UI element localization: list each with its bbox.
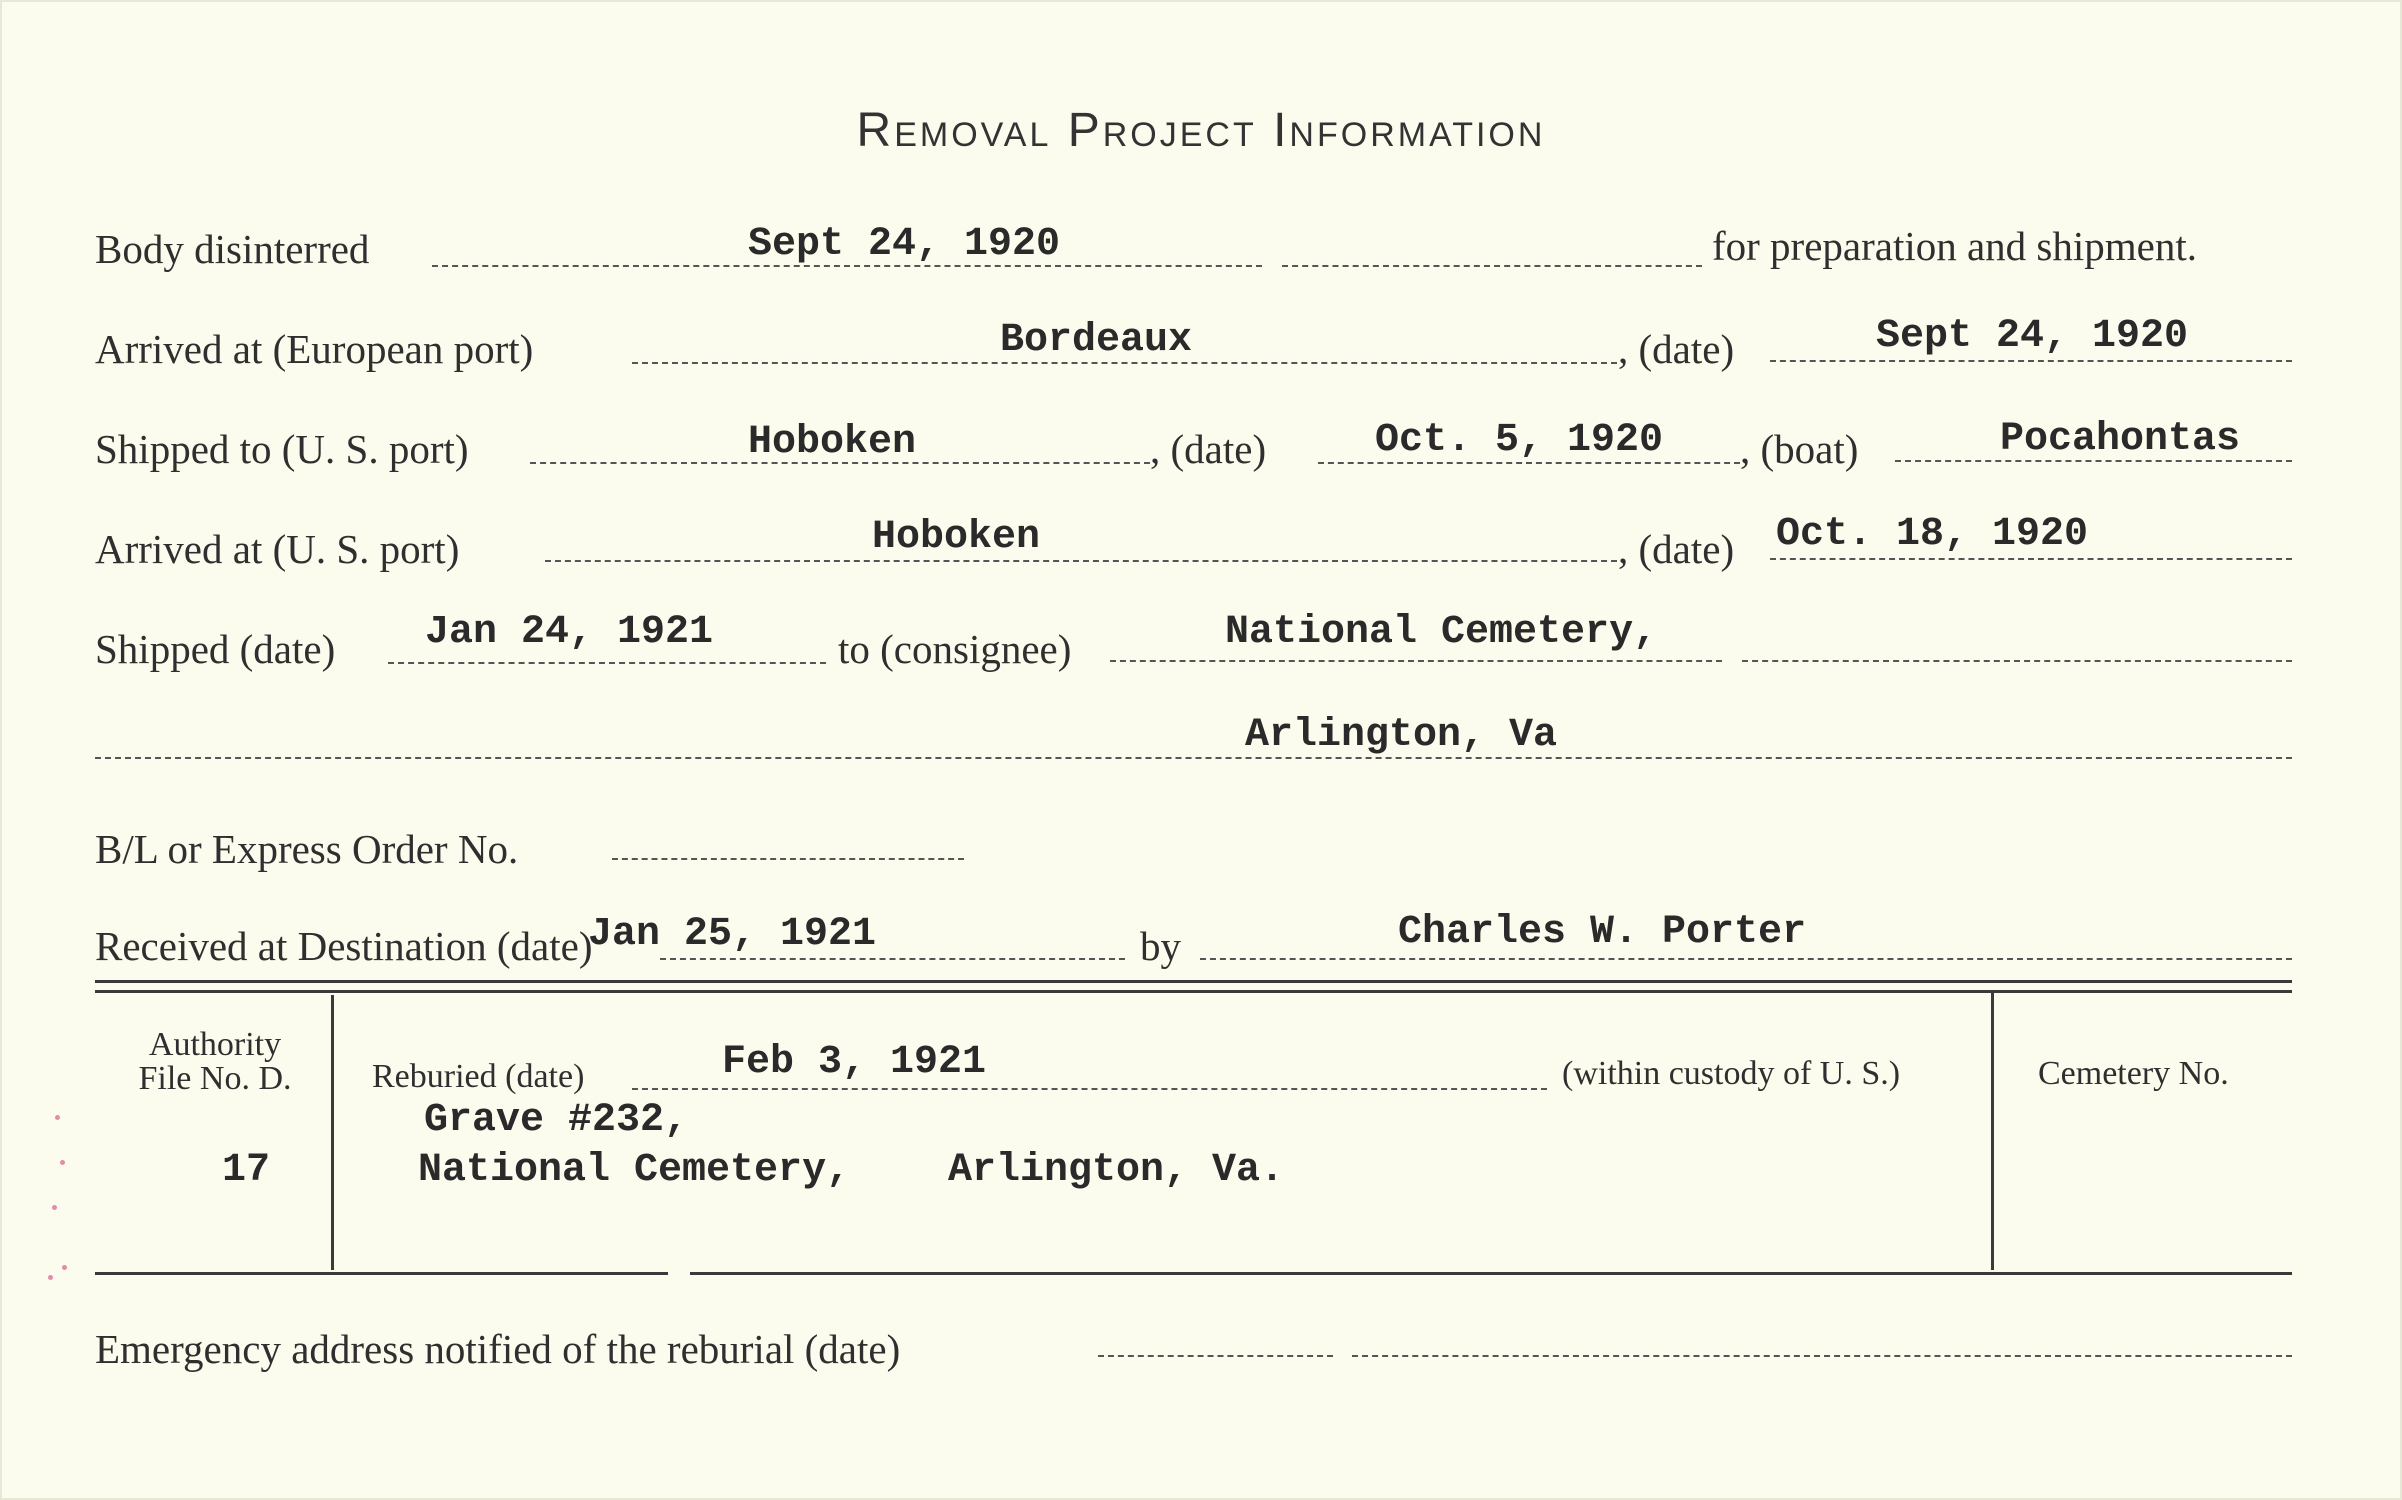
authority-label-line1: Authority xyxy=(148,1026,282,1063)
shipped-us-boat-value[interactable]: Pocahontas xyxy=(2000,417,2241,462)
consignee-value-line1[interactable]: National Cemetery, xyxy=(1225,610,1658,655)
consignee-value-line2[interactable]: Arlington, Va xyxy=(1245,713,1558,758)
reburied-location-line3[interactable]: Arlington, Va. xyxy=(948,1148,1285,1193)
disinterred-line-2 xyxy=(1282,265,1702,267)
received-by-value[interactable]: Charles W. Porter xyxy=(1398,910,1807,955)
shipped-us-date-value[interactable]: Oct. 5, 1920 xyxy=(1375,418,1664,463)
consignee-continuation-line xyxy=(95,757,2292,759)
arrived-us-port-value[interactable]: Hoboken xyxy=(872,515,1041,560)
reburied-date-value[interactable]: Feb 3, 1921 xyxy=(722,1040,987,1085)
reburied-location-line1[interactable]: Grave #232, xyxy=(424,1098,689,1143)
consignee-line xyxy=(1110,660,1722,662)
received-by-line xyxy=(1200,958,2292,960)
consignee-line-2 xyxy=(1742,660,2292,662)
ink-mark xyxy=(60,1160,65,1165)
box-divider-right xyxy=(1991,993,1994,1270)
arrived-us-line xyxy=(545,560,1617,562)
arrived-eu-date-line xyxy=(1770,360,2292,362)
arrived-us-date-value[interactable]: Oct. 18, 1920 xyxy=(1776,512,2089,557)
box-bottom-rule-2 xyxy=(690,1272,2292,1275)
arrived-eu-port-value[interactable]: Bordeaux xyxy=(1000,318,1193,363)
arrived-eu-date-label: , (date) xyxy=(1618,326,1735,372)
box-top-rule-1 xyxy=(95,980,2292,983)
shipped-us-boat-label: , (boat) xyxy=(1740,426,1859,472)
reburied-line xyxy=(632,1088,1547,1090)
ink-mark xyxy=(62,1265,67,1270)
bl-label: B/L or Express Order No. xyxy=(95,826,519,872)
shipped-us-label: Shipped to (U. S. port) xyxy=(95,426,469,472)
ink-mark xyxy=(52,1205,57,1210)
shipped-us-date-label: , (date) xyxy=(1150,426,1267,472)
emergency-line-2 xyxy=(1352,1355,2292,1357)
received-date-line xyxy=(660,958,1125,960)
emergency-line xyxy=(1098,1355,1333,1357)
received-by-label: by xyxy=(1140,923,1181,969)
reburied-label: Reburied (date) xyxy=(372,1058,585,1095)
cemetery-no-label: Cemetery No. xyxy=(2038,1055,2229,1092)
shipped-date-line xyxy=(388,662,826,664)
ink-mark xyxy=(55,1115,60,1120)
box-top-rule-2 xyxy=(95,990,2292,993)
arrived-eu-label: Arrived at (European port) xyxy=(95,326,534,372)
disinterred-value[interactable]: Sept 24, 1920 xyxy=(748,222,1061,267)
card-title: Removal Project Information xyxy=(856,104,1546,157)
authority-label-line2: File No. D. xyxy=(138,1060,292,1097)
box-divider-left xyxy=(331,995,334,1270)
custody-label: (within custody of U. S.) xyxy=(1562,1055,1901,1092)
arrived-us-date-label: , (date) xyxy=(1618,526,1735,572)
shipped-date-value[interactable]: Jan 24, 1921 xyxy=(425,610,714,655)
authority-label xyxy=(100,1028,330,1096)
received-label: Received at Destination (date) xyxy=(95,923,593,969)
reburied-location-line2[interactable]: National Cemetery, xyxy=(418,1148,851,1193)
consignee-label: to (consignee) xyxy=(838,626,1072,672)
ink-mark xyxy=(48,1275,53,1280)
emergency-label: Emergency address notified of the reburial (date) xyxy=(95,1326,901,1372)
arrived-us-date-line xyxy=(1770,558,2292,560)
bl-line xyxy=(612,858,964,860)
arrived-us-label: Arrived at (U. S. port) xyxy=(95,526,460,572)
received-date-value[interactable]: Jan 25, 1921 xyxy=(588,912,877,957)
box-bottom-rule xyxy=(95,1272,668,1275)
arrived-eu-date-value[interactable]: Sept 24, 1920 xyxy=(1876,314,2189,359)
disinterred-suffix: for preparation and shipment. xyxy=(1712,223,2198,269)
shipped-date-label: Shipped (date) xyxy=(95,626,336,672)
authority-file-value[interactable]: 17 xyxy=(222,1148,271,1193)
shipped-us-port-value[interactable]: Hoboken xyxy=(748,420,917,465)
disinterred-label: Body disinterred xyxy=(95,226,370,272)
